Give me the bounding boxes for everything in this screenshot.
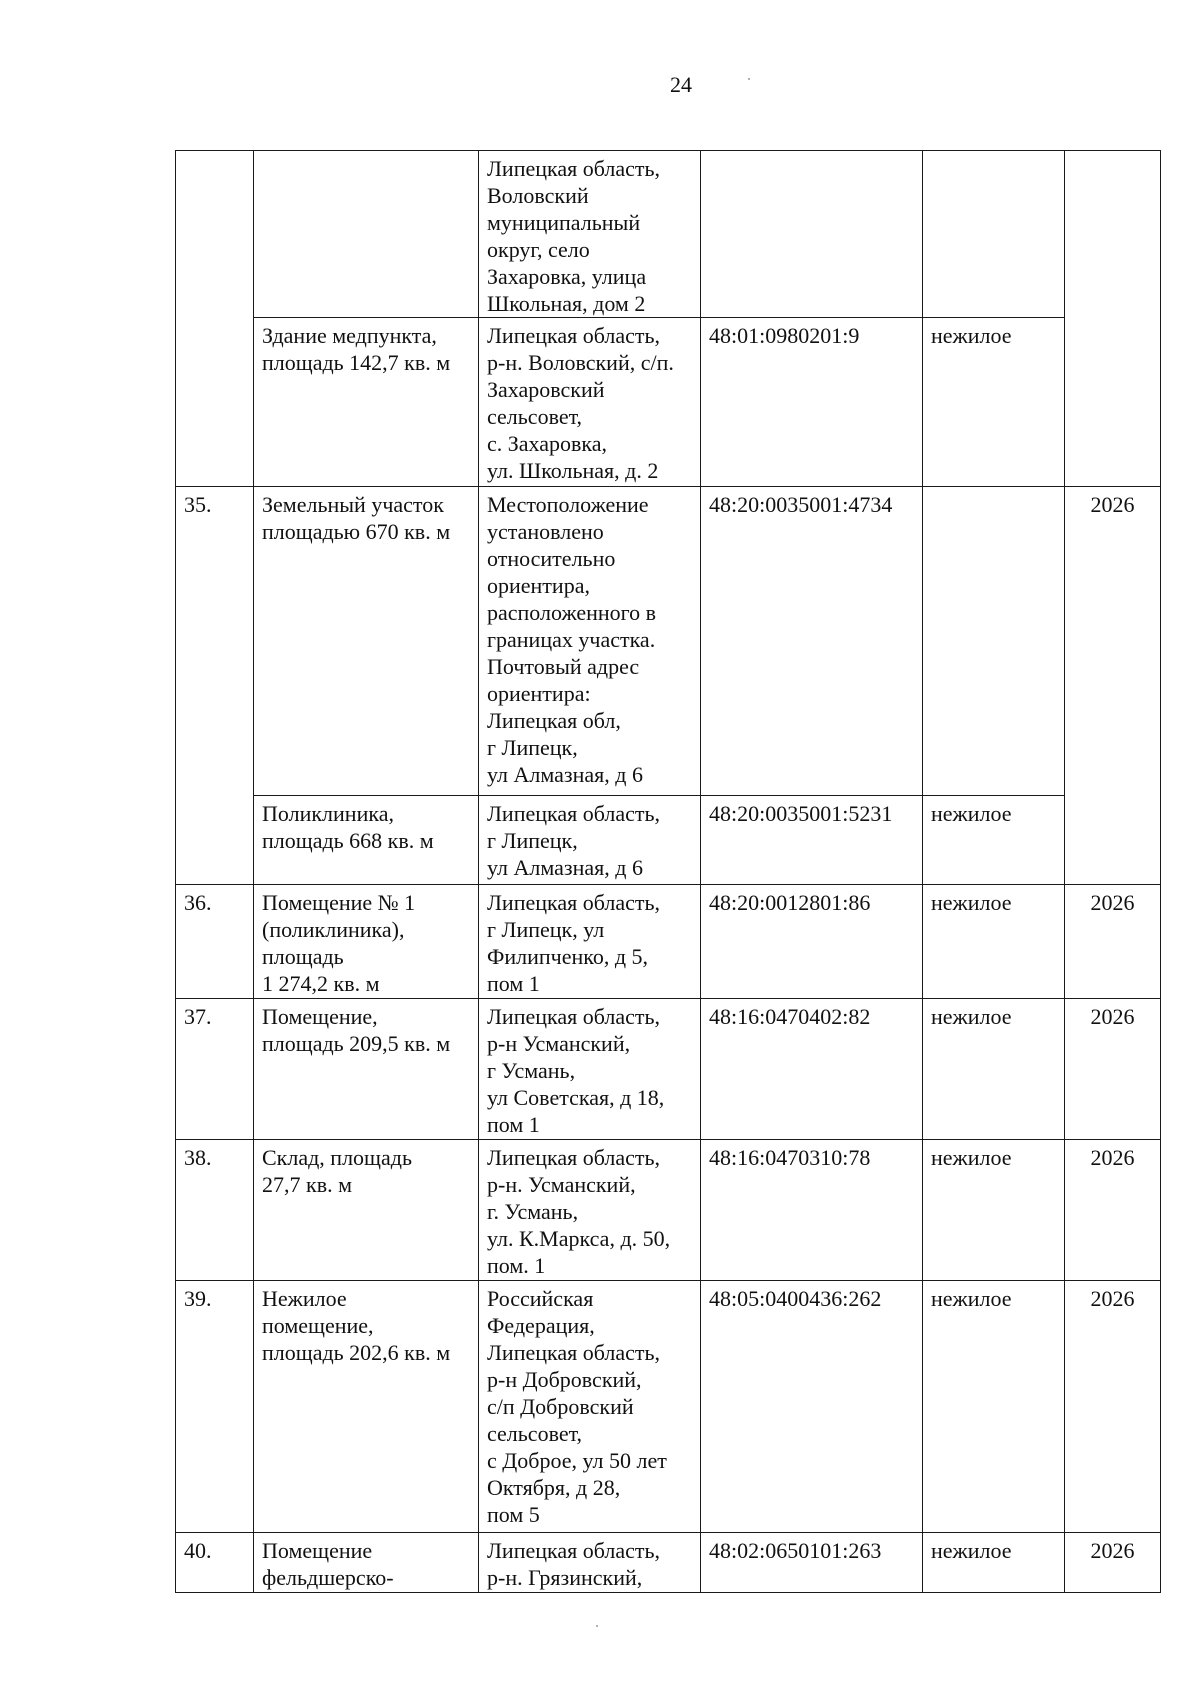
- address-cell: Местоположение установлено относительно ориентира, расположенного в границах участка. Почтовый адрес ориентира: Липецкая обл, г Липецк, ул Алмазная, д 6: [479, 487, 701, 796]
- object-type-cell: нежилое: [923, 1140, 1065, 1281]
- address-cell: Липецкая область, г Липецк, ул Алмазная, д 6: [479, 796, 701, 885]
- object-type-cell: [923, 151, 1065, 318]
- address-cell: Липецкая область, р-н. Усманский, г. Усмань, ул. К.Маркса, д. 50, пом. 1: [479, 1140, 701, 1281]
- cadastral-number-cell: 48:20:0012801:86: [701, 885, 923, 999]
- object-name-cell: Склад, площадь 27,7 кв. м: [254, 1140, 479, 1281]
- object-name-cell: Земельный участок площадью 670 кв. м: [254, 487, 479, 796]
- cadastral-number-cell: 48:20:0035001:4734: [701, 487, 923, 796]
- address-cell: Липецкая область, Воловский муниципальный округ, село Захаровка, улица Школьная, дом 2: [479, 151, 701, 318]
- year-cell: 2026: [1065, 885, 1161, 999]
- table-row: [176, 318, 1161, 487]
- table-row: [176, 885, 1161, 999]
- row-number-cell: 37.: [176, 999, 254, 1140]
- cadastral-number-cell: 48:02:0650101:263: [701, 1533, 923, 1593]
- year-cell: 2026: [1065, 487, 1161, 885]
- object-type-cell: нежилое: [923, 885, 1065, 999]
- row-number-cell: [176, 151, 254, 487]
- year-cell: 2026: [1065, 1140, 1161, 1281]
- table-row: [176, 151, 1161, 318]
- object-name-cell: [254, 151, 479, 318]
- scan-speck: [596, 1625, 598, 1627]
- property-registry-table: [175, 150, 1161, 1593]
- address-cell: Липецкая область, р-н. Грязинский,: [479, 1533, 701, 1593]
- cadastral-number-cell: 48:01:0980201:9: [701, 318, 923, 487]
- object-type-cell: нежилое: [923, 999, 1065, 1140]
- row-number-cell: 36.: [176, 885, 254, 999]
- row-number-cell: 35.: [176, 487, 254, 885]
- object-name-cell: Помещение фельдшерско-: [254, 1533, 479, 1593]
- table-row: [176, 1533, 1161, 1593]
- table-row: [176, 796, 1161, 885]
- object-name-cell: Поликлиника, площадь 668 кв. м: [254, 796, 479, 885]
- object-type-cell: нежилое: [923, 1533, 1065, 1593]
- row-number-cell: 40.: [176, 1533, 254, 1593]
- year-cell: [1065, 151, 1161, 487]
- object-type-cell: нежилое: [923, 1281, 1065, 1533]
- table-row: [176, 999, 1161, 1140]
- cadastral-number-cell: [701, 151, 923, 318]
- scan-speck: [748, 78, 750, 80]
- row-number-cell: 39.: [176, 1281, 254, 1533]
- table-row: [176, 1140, 1161, 1281]
- row-number-cell: 38.: [176, 1140, 254, 1281]
- object-name-cell: Помещение № 1 (поликлиника), площадь 1 274,2 кв. м: [254, 885, 479, 999]
- address-cell: Липецкая область, р-н. Воловский, с/п. Захаровский сельсовет, с. Захаровка, ул. Школьная, д. 2: [479, 318, 701, 487]
- year-cell: 2026: [1065, 1281, 1161, 1533]
- object-name-cell: Нежилое помещение, площадь 202,6 кв. м: [254, 1281, 479, 1533]
- object-type-cell: нежилое: [923, 796, 1065, 885]
- cadastral-number-cell: 48:20:0035001:5231: [701, 796, 923, 885]
- cadastral-number-cell: 48:16:0470402:82: [701, 999, 923, 1140]
- address-cell: Российская Федерация, Липецкая область, р-н Добровский, с/п Добровский сельсовет, с Доброе, ул 50 лет Октября, д 28, пом 5: [479, 1281, 701, 1533]
- address-cell: Липецкая область, г Липецк, ул Филипченко, д 5, пом 1: [479, 885, 701, 999]
- object-type-cell: [923, 487, 1065, 796]
- year-cell: 2026: [1065, 1533, 1161, 1593]
- cadastral-number-cell: 48:16:0470310:78: [701, 1140, 923, 1281]
- object-name-cell: Здание медпункта, площадь 142,7 кв. м: [254, 318, 479, 487]
- cadastral-number-cell: 48:05:0400436:262: [701, 1281, 923, 1533]
- page-number: 24: [670, 72, 692, 97]
- year-cell: 2026: [1065, 999, 1161, 1140]
- object-name-cell: Помещение, площадь 209,5 кв. м: [254, 999, 479, 1140]
- table-row: [176, 1281, 1161, 1533]
- address-cell: Липецкая область, р-н Усманский, г Усмань, ул Советская, д 18, пом 1: [479, 999, 701, 1140]
- table-row: [176, 487, 1161, 796]
- object-type-cell: нежилое: [923, 318, 1065, 487]
